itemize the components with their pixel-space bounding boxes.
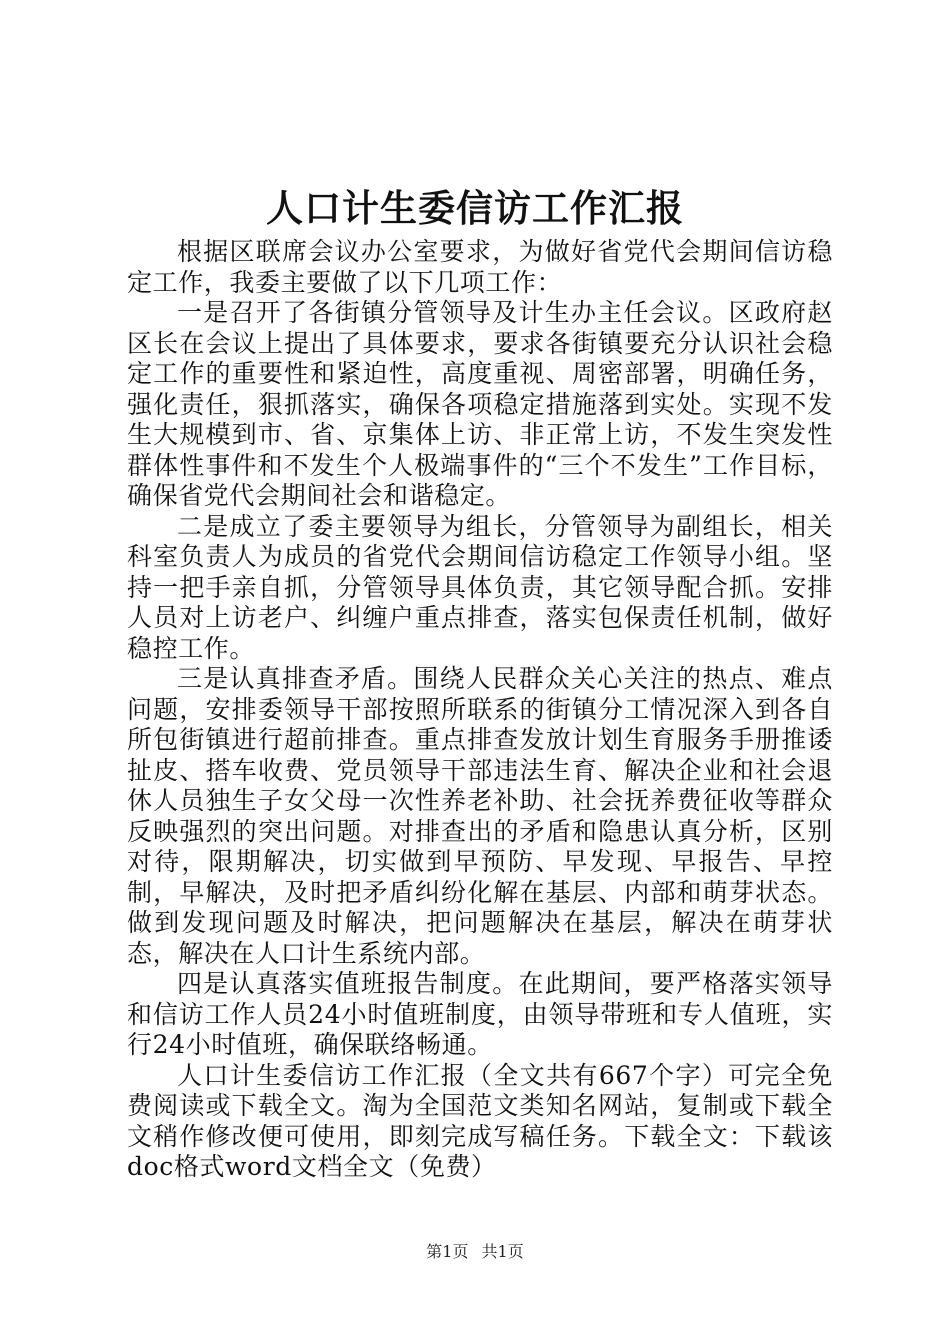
paragraph-download-note: 人口计生委信访工作汇报（全文共有667个字）可完全免费阅读或下载全文。淘为全国范文类知名网站，复制或下载全文稍作修改便可使用，即刻完成写稿任务。下载全文：下载该doc格式word文档全文（免费）: [127, 1060, 833, 1181]
paragraph-item-4: 四是认真落实值班报告制度。在此期间，要严格落实领导和信访工作人员24小时值班制度，由领导带班和专人值班，实行24小时值班，确保联络畅通。: [127, 969, 833, 1059]
paragraph-item-3: 三是认真排查矛盾。围绕人民群众关心关注的热点、难点问题，安排委领导干部按照所联系的街镇分工情况深入到各自所包街镇进行超前排查。重点排查发放计划生育服务手册推诿扯皮、搭车收费、党员领导干部违法生育、解决企业和社会退休人员独生子女父母一次性养老补助、社会抚养费征收等群众反映强烈的突出问题。对排查出的矛盾和隐患认真分析，区别对待，限期解决，切实做到早预防、早发现、早报告、早控制，早解决，及时把矛盾纠纷化解在基层、内部和萌芽状态。做到发现问题及时解决，把问题解决在基层，解决在萌芽状态，解决在人口计生系统内部。: [127, 664, 833, 968]
paragraph-item-2: 二是成立了委主要领导为组长，分管领导为副组长，相关科室负责人为成员的省党代会期间信访稳定工作领导小组。坚持一把手亲自抓，分管领导具体负责，其它领导配合抓。安排人员对上访老户、纠缠户重点排查，落实包保责任机制，做好稳控工作。: [127, 511, 833, 663]
page-number-total: 共1页: [481, 1242, 524, 1261]
page-number-current: 第1页: [426, 1242, 469, 1261]
document-title: 人口计生委信访工作汇报: [266, 186, 684, 230]
document-body: [127, 237, 833, 1183]
paragraph-item-1: 一是召开了各街镇分管领导及计生办主任会议。区政府赵区长在会议上提出了具体要求，要求各街镇要充分认识社会稳定工作的重要性和紧迫性，高度重视、周密部署，明确任务，强化责任，狠抓落实，确保各项稳定措施落到实处。实现不发生大规模到市、省、京集体上访、非正常上访，不发生突发性群体性事件和不发生个人极端事件的“三个不发生”工作目标，确保省党代会期间社会和谐稳定。: [127, 298, 833, 510]
page-footer: [0, 1240, 950, 1264]
paragraph-intro: 根据区联席会议办公室要求，为做好省党代会期间信访稳定工作，我委主要做了以下几项工作：: [127, 237, 833, 297]
